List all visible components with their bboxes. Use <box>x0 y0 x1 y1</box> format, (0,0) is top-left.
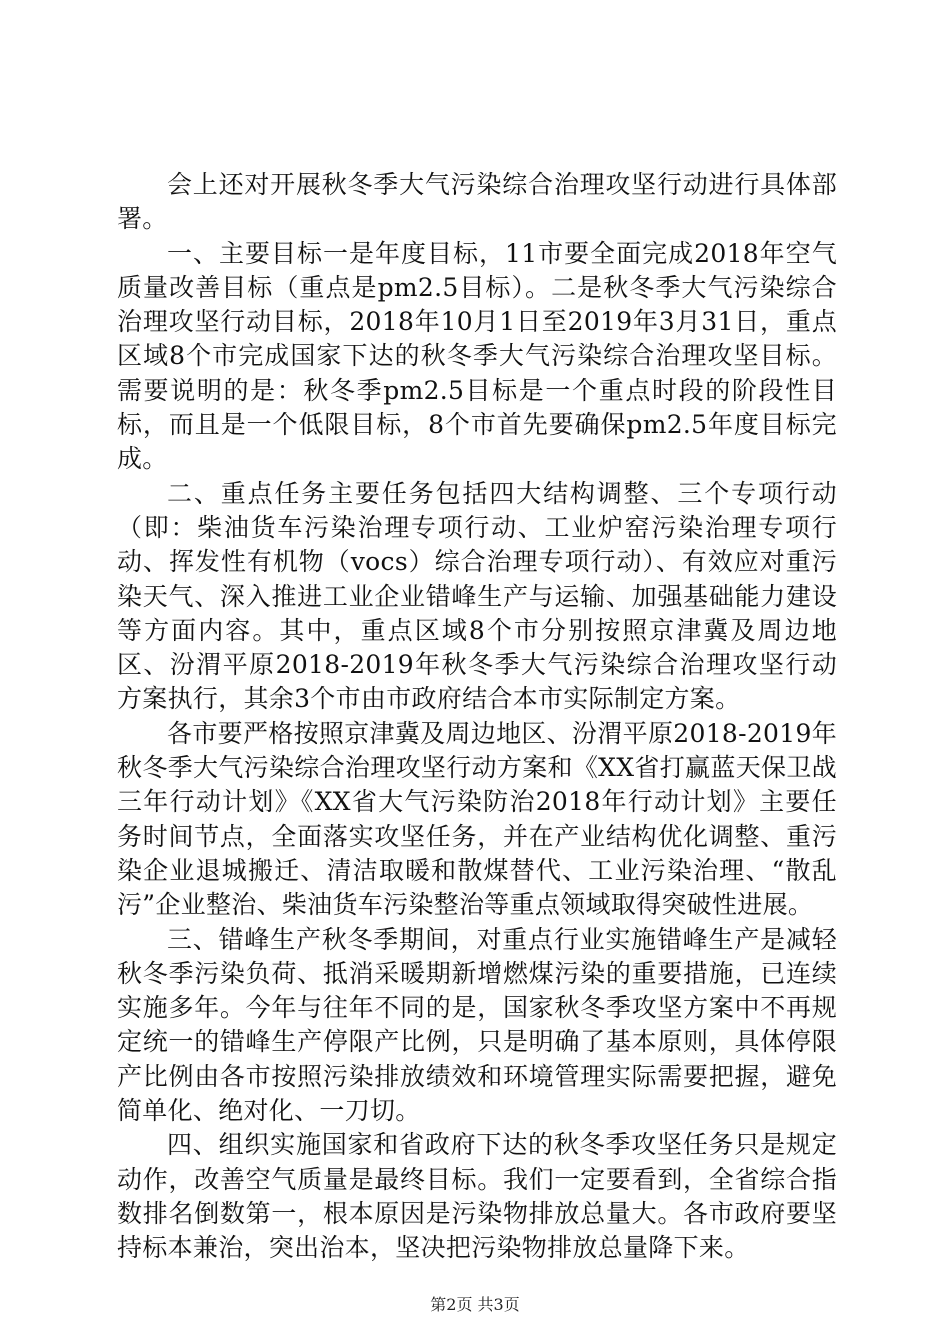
paragraph-city-requirements: 各市要严格按照京津冀及周边地区、汾渭平原2018-2019年秋冬季大气污染综合治理攻坚行动方案和《XX省打赢蓝天保卫战三年行动计划》《XX省大气污染防治2018年行动计划》主要任务时间节点，全面落实攻坚任务，并在产业结构优化调整、重污染企业退城搬迁、清洁取暖和散煤替代、工业污染治理、“散乱污”企业整治、柴油货车污染整治等重点领域取得突破性进展。 <box>117 718 837 920</box>
paragraph-staggered-production: 三、错峰生产秋冬季期间，对重点行业实施错峰生产是减轻秋冬季污染负荷、抵消采暖期新增燃煤污染的重要措施，已连续实施多年。今年与往年不同的是，国家秋冬季攻坚方案中不再规定统一的错峰生产停限产比例，只是明确了基本原则，具体停限产比例由各市按照污染排放绩效和环境管理实际需要把握，避免简单化、绝对化、一刀切。 <box>117 924 837 1126</box>
paragraph-implementation: 四、组织实施国家和省政府下达的秋冬季攻坚任务只是规定动作，改善空气质量是最终目标。我们一定要看到，全省综合指数排名倒数第一，根本原因是污染物排放总量大。各市政府要坚持标本兼治，突出治本，坚决把污染物排放总量降下来。 <box>117 1130 837 1263</box>
paragraph-intro: 会上还对开展秋冬季大气污染综合治理攻坚行动进行具体部署。 <box>117 170 837 234</box>
page-footer: 第2页 共3页 <box>430 1295 520 1314</box>
paragraph-main-goals: 一、主要目标一是年度目标，11市要全面完成2018年空气质量改善目标（重点是pm2.5目标）。二是秋冬季大气污染综合治理攻坚行动目标，2018年10月1日至2019年3月31日，重点区域8个市完成国家下达的秋冬季大气污染综合治理攻坚目标。需要说明的是：秋冬季pm2.5目标是一个重点时段的阶段性目标，而且是一个低限目标，8个市首先要确保pm2.5年度目标完成。 <box>117 238 837 474</box>
paragraph-key-tasks: 二、重点任务主要任务包括四大结构调整、三个专项行动（即：柴油货车污染治理专项行动、工业炉窑污染治理专项行动、挥发性有机物（vocs）综合治理专项行动）、有效应对重污染天气、深入推进工业企业错峰生产与运输、加强基础能力建设等方面内容。其中，重点区域8个市分别按照京津冀及周边地区、汾渭平原2018-2019年秋冬季大气污染综合治理攻坚行动方案执行，其余3个市由市政府结合本市实际制定方案。 <box>117 478 837 714</box>
document-body <box>117 168 837 1266</box>
